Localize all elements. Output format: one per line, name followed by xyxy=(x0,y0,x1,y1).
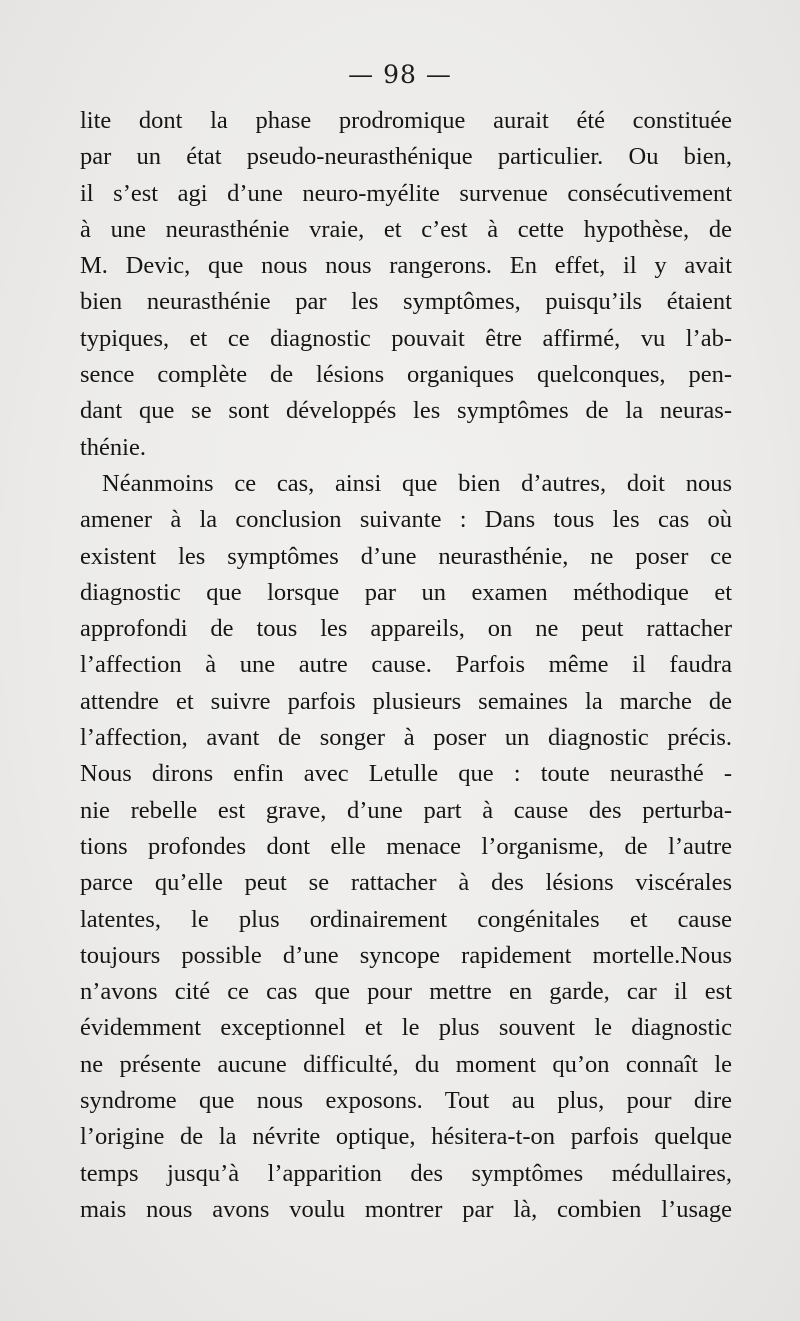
text-line: attendre et suivre parfois plusieurs semaines la marche de xyxy=(80,687,732,715)
text-line: latentes, le plus ordinairement congénitales et cause xyxy=(80,905,732,933)
text-line: par un état pseudo-neurasthénique particulier. Ou bien, xyxy=(80,143,732,171)
text-line: l’affection, avant de songer à poser un diagnostic précis. xyxy=(80,724,732,752)
text-line: parce qu’elle peut se rattacher à des lésions viscérales xyxy=(80,869,732,897)
body-text xyxy=(80,103,732,1228)
text-line: évidemment exceptionnel et le plus souvent le diagnostic xyxy=(80,1014,732,1042)
text-line: bien neurasthénie par les symptômes, puisqu’ils étaient xyxy=(80,288,732,316)
text-line: M. Devic, que nous nous rangerons. En effet, il y avait xyxy=(80,252,732,280)
text-line: mais nous avons voulu montrer par là, combien l’usage xyxy=(80,1195,732,1223)
text-line: dant que se sont développés les symptômes de la neuras- xyxy=(80,397,732,425)
text-line: à une neurasthénie vraie, et c’est à cette hypothèse, de xyxy=(80,215,732,243)
text-line: Néanmoins ce cas, ainsi que bien d’autres, doit nous xyxy=(102,469,732,497)
text-line: syndrome que nous exposons. Tout au plus, pour dire xyxy=(80,1087,732,1115)
text-line: approfondi de tous les appareils, on ne peut rattacher xyxy=(80,615,732,643)
text-line: tions profondes dont elle menace l’organisme, de l’autre xyxy=(80,832,732,860)
text-line: ne présente aucune difficulté, du moment qu’on connaît le xyxy=(80,1050,732,1078)
text-line: typiques, et ce diagnostic pouvait être affirmé, vu l’ab- xyxy=(80,324,732,352)
text-line: diagnostic que lorsque par un examen méthodique et xyxy=(80,578,732,606)
text-line: amener à la conclusion suivante : Dans tous les cas où xyxy=(80,506,732,534)
text-line: l’affection à une autre cause. Parfois même il faudra xyxy=(80,651,732,679)
text-line: sence complète de lésions organiques quelconques, pen- xyxy=(80,361,732,389)
text-line: temps jusqu’à l’apparition des symptômes médullaires, xyxy=(80,1159,732,1187)
text-line: lite dont la phase prodromique aurait été constituée xyxy=(80,107,732,134)
text-line: Nous dirons enfin avec Letulle que : toute neurasthé - xyxy=(80,760,732,788)
text-line: nie rebelle est grave, d’une part à cause des perturba- xyxy=(80,796,732,824)
text-line: toujours possible d’une syncope rapidement mortelle.Nous xyxy=(80,941,732,969)
text-line: l’origine de la névrite optique, hésitera-t-on parfois quelque xyxy=(80,1123,732,1151)
page-number: — 98 — xyxy=(348,60,452,89)
text-line: existent les symptômes d’une neurasthénie, ne poser ce xyxy=(80,542,732,570)
text-line: n’avons cité ce cas que pour mettre en garde, car il est xyxy=(80,978,732,1006)
text-line: thénie. xyxy=(80,433,146,461)
text-line: il s’est agi d’une neuro-myélite survenue consécutivement xyxy=(80,179,732,207)
